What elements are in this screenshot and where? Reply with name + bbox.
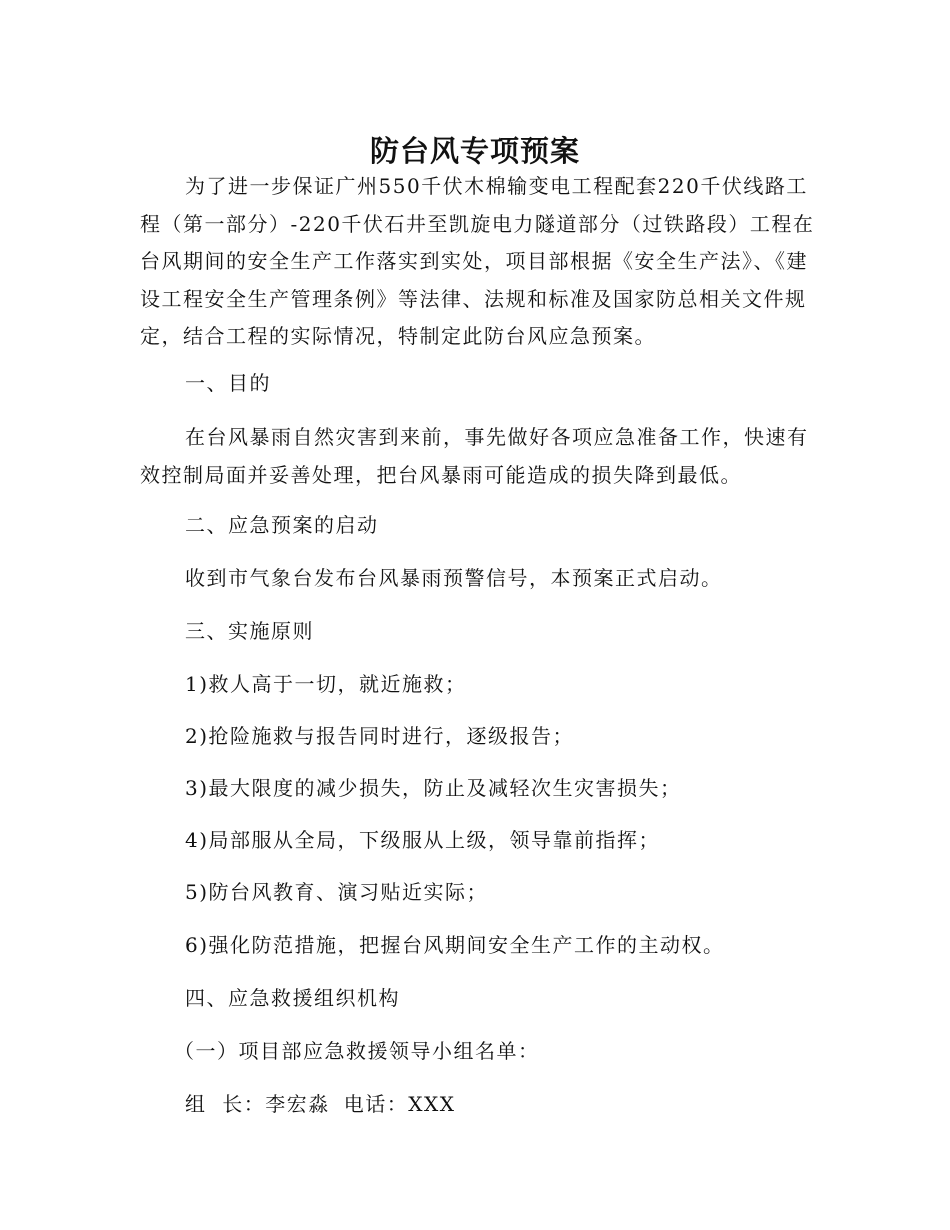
document-title: 防台风专项预案 [369,134,580,169]
section-heading-principles: 三、实施原则 [185,619,314,643]
intro-paragraph: 为了进一步保证广州550千伏木棉输变电工程配套220千伏线路工程（第一部分）-220千伏石井至凯旋电力隧道部分（过铁路段）工程在台风期间的安全生产工作落实到实处，项目部根据《安全生产法》、《建设工程安全生产管理条例》等法律、法规和标准及国家防总相关文件规定，结合工程的实际情况，特制定此防台风应急预案。 [140,174,815,348]
activation-paragraph: 收到市气象台发布台风暴雨预警信号，本预案正式启动。 [185,566,723,590]
section-heading-organization: 四、应急救援组织机构 [185,986,400,1010]
leadership-list-subheading: （一）项目部应急救援领导小组名单： [174,1039,540,1063]
principle-item-2: 2)抢险施救与报告同时进行，逐级报告； [185,724,575,748]
principle-item-5: 5)防台风教育、演习贴近实际； [185,880,489,904]
leader-role-name: 组 长：李宏淼 [185,1092,330,1116]
section-heading-activation: 二、应急预案的启动 [185,513,379,537]
section-heading-purpose: 一、目的 [185,371,271,395]
leader-contact-line [140,1086,815,1122]
principle-item-1: 1)救人高于一切，就近施救； [185,672,467,696]
principle-item-4: 4)局部服从全局，下级服从上级，领导靠前指挥； [185,828,661,852]
principle-item-3: 3)最大限度的减少损失，防止及减轻次生灾害损失； [185,776,682,800]
principle-item-6: 6)强化防范措施，把握台风期间安全生产工作的主动权。 [185,933,725,957]
purpose-paragraph: 在台风暴雨自然灾害到来前，事先做好各项应急准备工作，快速有效控制局面并妥善处理，把台风暴雨可能造成的损失降到最低。 [140,425,809,487]
leader-phone: 电话：XXX [343,1092,456,1116]
